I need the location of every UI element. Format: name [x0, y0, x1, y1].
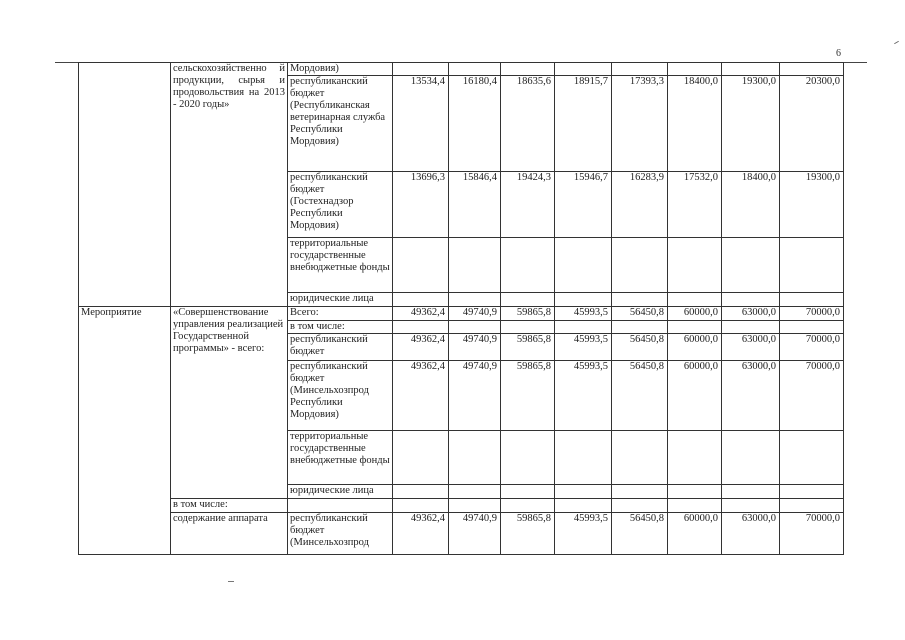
- value-cell: [449, 431, 501, 485]
- value-cell: 16283,9: [612, 172, 668, 238]
- value-cell: 20300,0: [780, 76, 844, 172]
- value-cell: [449, 499, 501, 513]
- value-cell: [722, 431, 780, 485]
- value-cell: [668, 238, 722, 293]
- value-cell: [668, 63, 722, 76]
- value-cell: [668, 499, 722, 513]
- value-cell: 45993,5: [555, 307, 612, 321]
- value-cell: 17532,0: [668, 172, 722, 238]
- value-cell: [555, 238, 612, 293]
- value-cell: [501, 485, 555, 499]
- value-cell: 19300,0: [780, 172, 844, 238]
- value-cell: [668, 431, 722, 485]
- value-cell: [555, 431, 612, 485]
- value-cell: [722, 238, 780, 293]
- value-cell: 60000,0: [668, 307, 722, 321]
- value-cell: 18915,7: [555, 76, 612, 172]
- value-cell: [555, 485, 612, 499]
- value-cell: 63000,0: [722, 334, 780, 361]
- item-name-cell: «Совершенствование управления реализацией Государственной программы» - всего:: [171, 307, 288, 499]
- page-number: 6: [836, 48, 841, 59]
- value-cell: [393, 238, 449, 293]
- value-cell: [449, 63, 501, 76]
- value-cell: [612, 293, 668, 307]
- value-cell: [501, 499, 555, 513]
- value-cell: 18635,6: [501, 76, 555, 172]
- value-cell: 15846,4: [449, 172, 501, 238]
- value-cell: 59865,8: [501, 307, 555, 321]
- value-cell: 45993,5: [555, 513, 612, 555]
- value-cell: 49362,4: [393, 361, 449, 431]
- value-cell: [612, 499, 668, 513]
- value-cell: [501, 321, 555, 334]
- value-cell: [722, 321, 780, 334]
- value-cell: 15946,7: [555, 172, 612, 238]
- value-cell: [668, 321, 722, 334]
- value-cell: 49740,9: [449, 361, 501, 431]
- value-cell: 63000,0: [722, 307, 780, 321]
- value-cell: [501, 293, 555, 307]
- value-cell: [555, 293, 612, 307]
- value-cell: [612, 431, 668, 485]
- value-cell: 60000,0: [668, 334, 722, 361]
- value-cell: 13696,3: [393, 172, 449, 238]
- value-cell: [501, 238, 555, 293]
- value-cell: [555, 63, 612, 76]
- value-cell: [780, 485, 844, 499]
- value-cell: [393, 293, 449, 307]
- value-cell: 17393,3: [612, 76, 668, 172]
- value-cell: 56450,8: [612, 513, 668, 555]
- value-cell: 70000,0: [780, 513, 844, 555]
- funding-source-cell: Всего:: [288, 307, 393, 321]
- value-cell: 56450,8: [612, 307, 668, 321]
- value-cell: [393, 63, 449, 76]
- value-cell: 49740,9: [449, 513, 501, 555]
- value-cell: 16180,4: [449, 76, 501, 172]
- value-cell: 63000,0: [722, 361, 780, 431]
- budget-table: [78, 62, 844, 555]
- value-cell: 60000,0: [668, 361, 722, 431]
- value-cell: [449, 293, 501, 307]
- value-cell: [780, 293, 844, 307]
- value-cell: 13534,4: [393, 76, 449, 172]
- item-type-cell: Мероприятие: [79, 307, 171, 555]
- value-cell: 19300,0: [722, 76, 780, 172]
- item-name-cell: в том числе:: [171, 499, 288, 513]
- funding-source-cell: республиканский бюджет (Гостехнадзор Республики Мордовия): [288, 172, 393, 238]
- value-cell: [612, 485, 668, 499]
- value-cell: [780, 431, 844, 485]
- funding-source-cell: территориальные государственные внебюджетные фонды: [288, 431, 393, 485]
- value-cell: [449, 485, 501, 499]
- value-cell: 56450,8: [612, 361, 668, 431]
- value-cell: 45993,5: [555, 334, 612, 361]
- value-cell: [612, 321, 668, 334]
- funding-source-cell: республиканский бюджет: [288, 334, 393, 361]
- funding-source-cell: республиканский бюджет (Минсельхозпрод: [288, 513, 393, 555]
- value-cell: [722, 499, 780, 513]
- item-type-cell: [79, 63, 171, 307]
- value-cell: [393, 485, 449, 499]
- funding-source-cell: юридические лица: [288, 293, 393, 307]
- funding-source-cell: [288, 499, 393, 513]
- table-row: [79, 513, 844, 555]
- item-name-cell: содержание аппарата: [171, 513, 288, 555]
- value-cell: 49362,4: [393, 334, 449, 361]
- value-cell: [722, 485, 780, 499]
- table-row: [79, 307, 844, 321]
- corner-mark: [894, 41, 899, 44]
- value-cell: 70000,0: [780, 361, 844, 431]
- value-cell: 45993,5: [555, 361, 612, 431]
- value-cell: [449, 238, 501, 293]
- funding-source-cell: юридические лица: [288, 485, 393, 499]
- value-cell: [780, 321, 844, 334]
- value-cell: [668, 485, 722, 499]
- funding-source-cell: в том числе:: [288, 321, 393, 334]
- value-cell: 18400,0: [668, 76, 722, 172]
- value-cell: 59865,8: [501, 361, 555, 431]
- value-cell: 63000,0: [722, 513, 780, 555]
- value-cell: 49740,9: [449, 307, 501, 321]
- funding-source-cell: республиканский бюджет (Республиканская ветеринарная служба Республики Мордовия): [288, 76, 393, 172]
- value-cell: [393, 321, 449, 334]
- value-cell: [501, 63, 555, 76]
- funding-source-cell: республиканский бюджет (Минсельхозпрод Республики Мордовия): [288, 361, 393, 431]
- value-cell: [555, 499, 612, 513]
- value-cell: [555, 321, 612, 334]
- value-cell: 19424,3: [501, 172, 555, 238]
- value-cell: [612, 63, 668, 76]
- value-cell: [722, 293, 780, 307]
- table-row: [79, 499, 844, 513]
- item-name-cell: сельскохозяйственно й продукции, сырья и продовольствия на 2013 - 2020 годы»: [171, 63, 288, 307]
- value-cell: [780, 499, 844, 513]
- value-cell: 49740,9: [449, 334, 501, 361]
- value-cell: 49362,4: [393, 513, 449, 555]
- value-cell: [393, 431, 449, 485]
- value-cell: 70000,0: [780, 307, 844, 321]
- value-cell: [780, 238, 844, 293]
- value-cell: [668, 293, 722, 307]
- value-cell: [449, 321, 501, 334]
- funding-source-cell: территориальные государственные внебюджетные фонды: [288, 238, 393, 293]
- value-cell: 49362,4: [393, 307, 449, 321]
- value-cell: [501, 431, 555, 485]
- funding-source-cell: Мордовия): [288, 63, 393, 76]
- value-cell: 70000,0: [780, 334, 844, 361]
- value-cell: 59865,8: [501, 334, 555, 361]
- margin-mark: [228, 581, 234, 582]
- value-cell: [393, 499, 449, 513]
- table-row: [79, 63, 844, 76]
- value-cell: 56450,8: [612, 334, 668, 361]
- value-cell: 18400,0: [722, 172, 780, 238]
- value-cell: [722, 63, 780, 76]
- value-cell: 60000,0: [668, 513, 722, 555]
- value-cell: 59865,8: [501, 513, 555, 555]
- value-cell: [780, 63, 844, 76]
- value-cell: [612, 238, 668, 293]
